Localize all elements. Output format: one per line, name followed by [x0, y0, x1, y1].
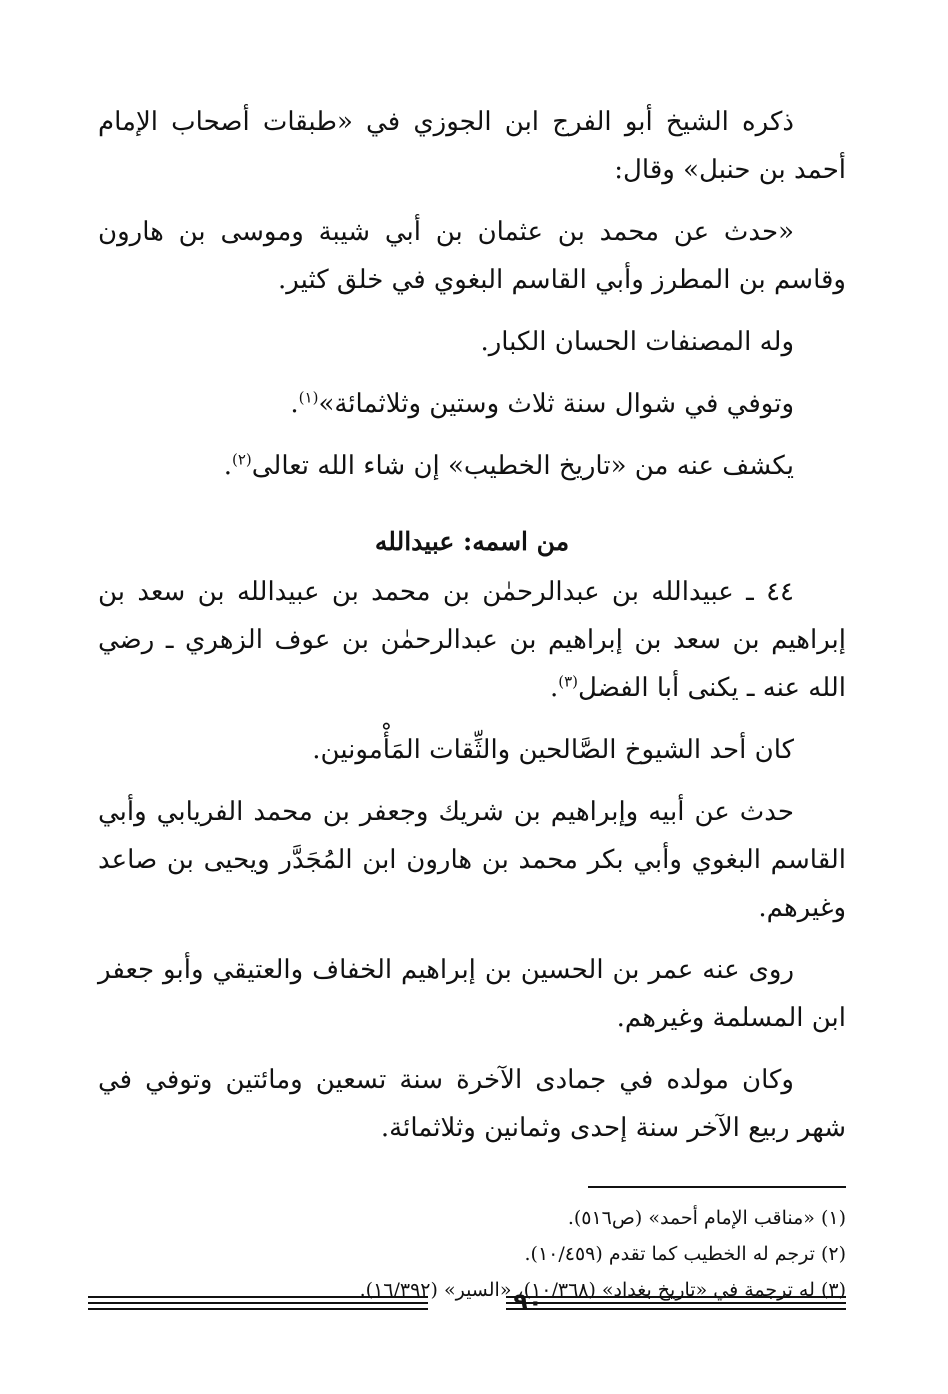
paragraph-4 [98, 380, 846, 428]
paragraph-5-end: . [223, 451, 232, 481]
footer-rule-right-2 [506, 1302, 846, 1304]
paragraph-5-text: يكشف عنه من «تاريخ الخطيب» إن شاء الله تعالى [251, 451, 794, 481]
footnote-ref-1: (١) [298, 388, 319, 407]
footnote-separator [588, 1186, 846, 1188]
paragraph-6-text: ٤٤ ـ عبيدالله بن عبدالرحمٰن بن محمد بن عبيدالله بن سعد بن إبراهيم بن سعد بن إبراهيم بن عبدالرحمٰن بن عوف الزهري ـ رضي الله عنه ـ يكنى أبا الفضل [98, 577, 846, 703]
paragraph-7: كان أحد الشيوخ الصَّالحين والثِّقات المَأْمونين. [312, 735, 794, 765]
footnote-3: (٣) له ترجمة في «تاريخ بغداد» (١٠/٣٦٨)، «السير» (١٦/٣٩٢). [359, 1279, 846, 1301]
paragraph-3: وله المصنفات الحسان الكبار. [480, 327, 794, 357]
paragraph-2: «حدث عن محمد بن عثمان بن أبي شيبة وموسى بن هارون وقاسم بن المطرز وأبي القاسم البغوي في خلق كثير. [98, 217, 846, 295]
paragraph-4-text: وتوفي في شوال سنة ثلاث وستين وثلاثمائة» [318, 389, 794, 419]
page-body [98, 98, 846, 1308]
footnote-ref-2: (٢) [231, 450, 252, 469]
footnote-1: (١) «مناقب الإمام أحمد» (ص٥١٦). [567, 1207, 846, 1229]
footer-rule-left-1 [88, 1296, 428, 1298]
paragraph-5 [98, 442, 846, 490]
paragraph-8: حدث عن أبيه وإبراهيم بن شريك وجعفر بن محمد الفريابي وأبي القاسم البغوي وأبي بكر محمد بن هارون ابن المُجَدَّر ويحيى بن صاعد وغيرهم. [98, 797, 846, 923]
page-footer [88, 1284, 848, 1324]
footer-rule-left-2 [88, 1302, 428, 1304]
paragraph-1: ذكره الشيخ أبو الفرج ابن الجوزي في «طبقات أصحاب الإمام أحمد بن حنبل» وقال: [98, 107, 846, 185]
footnote-2: (٢) ترجم له الخطيب كما تقدم (١٠/٤٥٩). [524, 1243, 846, 1265]
page-number: ٩٠ [513, 1288, 543, 1316]
paragraph-10: وكان مولده في جمادى الآخرة سنة تسعين ومائتين وتوفي في شهر ربيع الآخر سنة إحدى وثمانين وثلاثمائة. [98, 1065, 846, 1143]
footer-rule-left-3 [88, 1308, 428, 1310]
paragraph-6-end: . [549, 673, 559, 703]
footer-rule-right-1 [506, 1296, 846, 1298]
footnote-ref-3: (٣) [558, 672, 579, 691]
footer-rule-right-3 [506, 1308, 846, 1310]
paragraph-9: روى عنه عمر بن الحسين بن إبراهيم الخفاف والعتيقي وأبو جعفر ابن المسلمة وغيرهم. [98, 955, 846, 1033]
paragraph-6 [98, 568, 846, 712]
paragraph-4-end: . [290, 389, 299, 419]
section-heading: من اسمه: عبيدالله [374, 527, 570, 556]
